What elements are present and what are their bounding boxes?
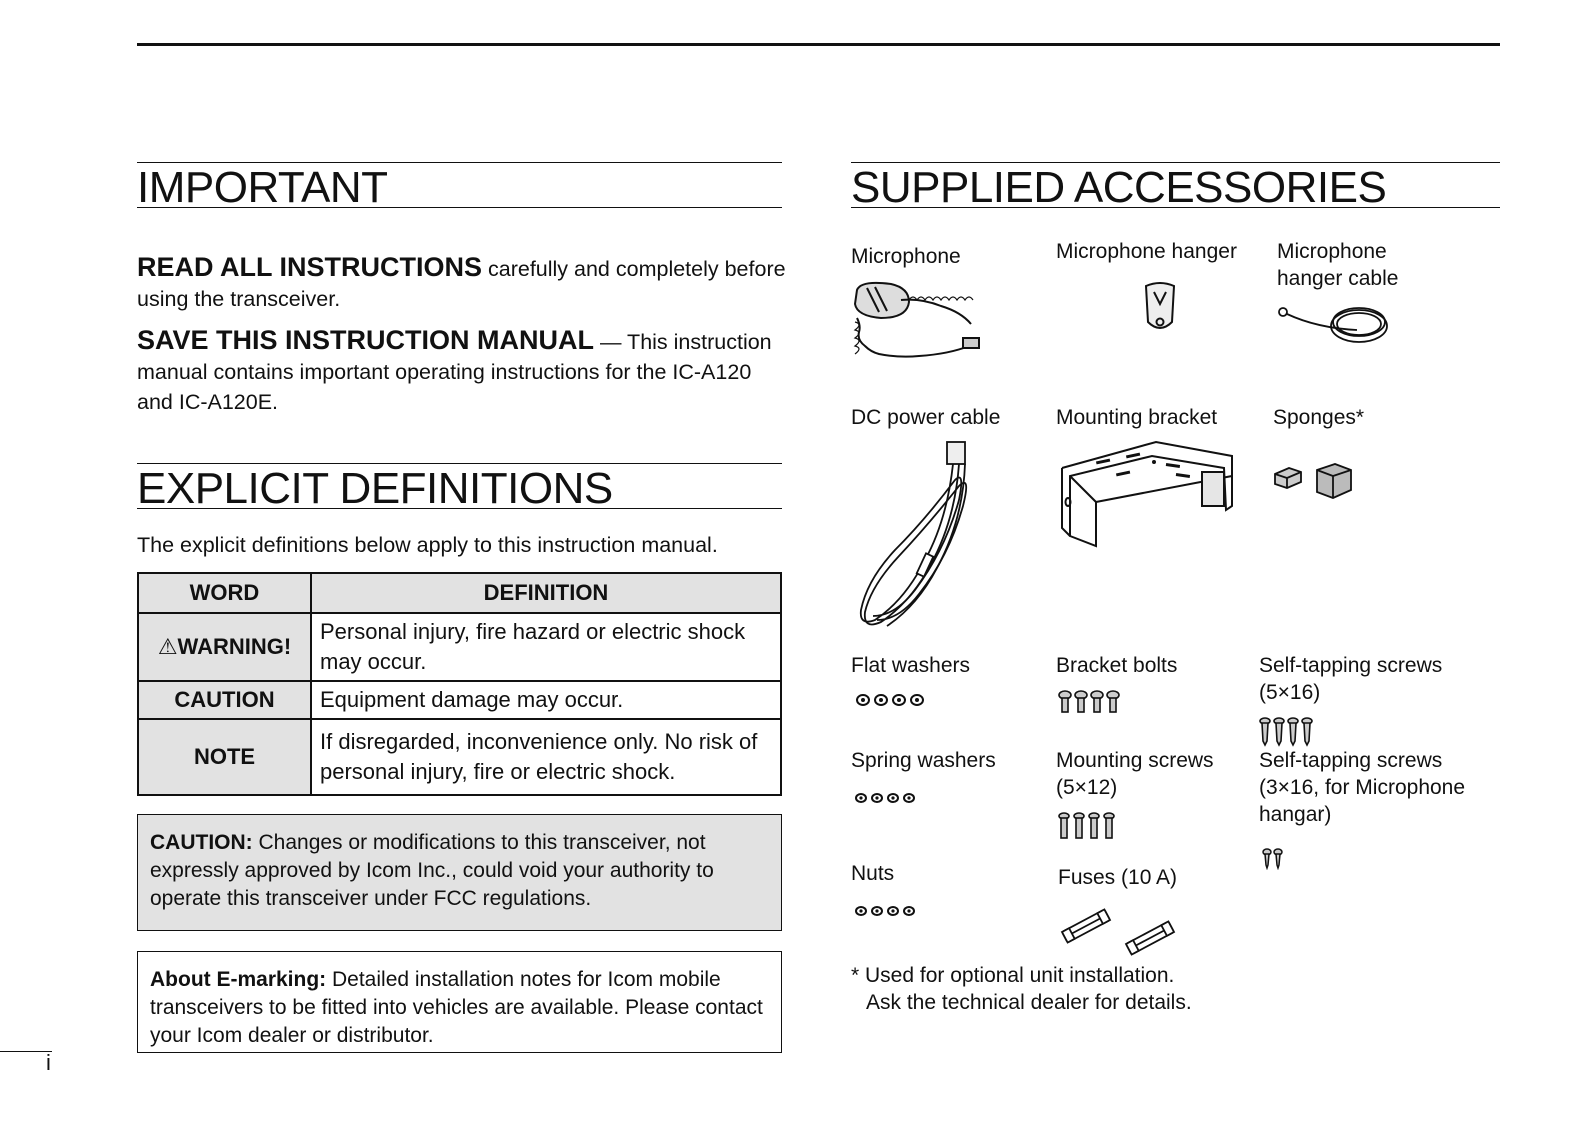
label-flat-washers: Flat washers	[851, 654, 971, 677]
label-mounting-screws-line1: Mounting screws	[1056, 749, 1214, 772]
self-tapping-screws-3x16-illustration	[1262, 848, 1288, 870]
mounting-bracket-illustration	[1056, 440, 1236, 550]
read-instructions-bold: READ ALL INSTRUCTIONS	[137, 252, 483, 282]
dc-power-cable-illustration	[855, 440, 995, 630]
spring-washers-illustration	[855, 792, 925, 804]
table-row	[138, 681, 781, 719]
label-bracket-bolts: Bracket bolts	[1056, 654, 1178, 677]
label-nuts: Nuts	[851, 862, 895, 885]
label-fuses: Fuses (10 A)	[1058, 866, 1178, 889]
label-self-tapping-3x16-line1: Self-tapping screws	[1259, 749, 1443, 772]
accessories-title: SUPPLIED ACCESSORIES	[851, 162, 1500, 208]
definition-caution: Equipment damage may occur.	[311, 681, 781, 719]
footnote-line2: Ask the technical dealer for details.	[866, 991, 1192, 1014]
page-number: i	[46, 1050, 51, 1075]
emarking-box-bold: About E-marking:	[150, 968, 327, 991]
footnote-line1: * Used for optional unit installation.	[851, 964, 1175, 987]
label-self-tapping-5x16-line1: Self-tapping screws	[1259, 654, 1443, 677]
self-tapping-screws-5x16-illustration	[1259, 717, 1319, 747]
save-manual-text: — This instruction manual contains important operating instructions for the IC-A120 and IC-A120E.	[137, 330, 772, 414]
label-self-tapping-5x16-line2: (5×16)	[1259, 681, 1321, 704]
nuts-illustration	[855, 905, 925, 917]
label-dc-power-cable: DC power cable	[851, 406, 1001, 429]
caution-box	[137, 814, 782, 931]
column-header-definition: DEFINITION	[311, 573, 781, 613]
label-spring-washers: Spring washers	[851, 749, 996, 772]
read-instructions-paragraph	[137, 252, 787, 314]
definitions-table	[137, 572, 782, 796]
caution-box-text: Changes or modifications to this transceiver, not expressly approved by Icom Inc., could void your authority to operate this transceiver under FCC regulations.	[150, 831, 714, 910]
definition-warning: Personal injury, fire hazard or electric shock may occur.	[311, 613, 781, 681]
top-rule	[137, 43, 1500, 46]
definition-note: If disregarded, inconvenience only. No risk of personal injury, fire or electric shock.	[311, 719, 781, 795]
label-mounting-screws-line2: (5×12)	[1056, 776, 1118, 799]
important-title: IMPORTANT	[137, 162, 782, 208]
flat-washers-illustration	[855, 693, 935, 707]
page-number-rule	[0, 1051, 52, 1052]
word-note: NOTE	[138, 719, 311, 795]
table-row	[138, 719, 781, 795]
word-warning: ⚠WARNING!	[138, 613, 311, 681]
label-self-tapping-3x16-line2: (3×16, for Microphone	[1259, 776, 1466, 799]
table-row	[138, 613, 781, 681]
label-microphone: Microphone	[851, 245, 961, 268]
mic-hanger-cable-illustration	[1277, 298, 1392, 350]
bracket-bolts-illustration	[1058, 690, 1128, 714]
label-sponges: Sponges*	[1273, 406, 1365, 429]
read-instructions-text: carefully and completely before using the transceiver.	[137, 257, 786, 311]
microphone-illustration	[851, 278, 986, 378]
label-self-tapping-3x16-line3: hangar)	[1259, 803, 1332, 826]
mounting-screws-illustration	[1058, 812, 1122, 840]
emarking-box-text: Detailed installation notes for Icom mobile transceivers to be fitted into vehicles are available. Please contact your Icom dealer or distributor.	[150, 968, 763, 1047]
microphone-hanger-illustration	[1140, 280, 1180, 340]
emarking-box	[137, 951, 782, 1053]
caution-box-bold: CAUTION:	[150, 831, 253, 854]
sponges-illustration	[1273, 462, 1353, 502]
fuses-illustration	[1058, 908, 1178, 958]
label-mic-hanger-cable-line1: Microphone	[1277, 240, 1387, 263]
table-header-row	[138, 573, 781, 613]
word-caution: CAUTION	[138, 681, 311, 719]
label-mic-hanger-cable-line2: hanger cable	[1277, 267, 1399, 290]
save-manual-paragraph	[137, 325, 787, 417]
label-mounting-bracket: Mounting bracket	[1056, 406, 1218, 429]
definitions-intro: The explicit definitions below apply to this instruction manual.	[137, 533, 718, 557]
definitions-title: EXPLICIT DEFINITIONS	[137, 463, 782, 509]
save-manual-bold: SAVE THIS INSTRUCTION MANUAL	[137, 325, 594, 355]
label-microphone-hanger: Microphone hanger	[1056, 240, 1237, 263]
column-header-word: WORD	[138, 573, 311, 613]
